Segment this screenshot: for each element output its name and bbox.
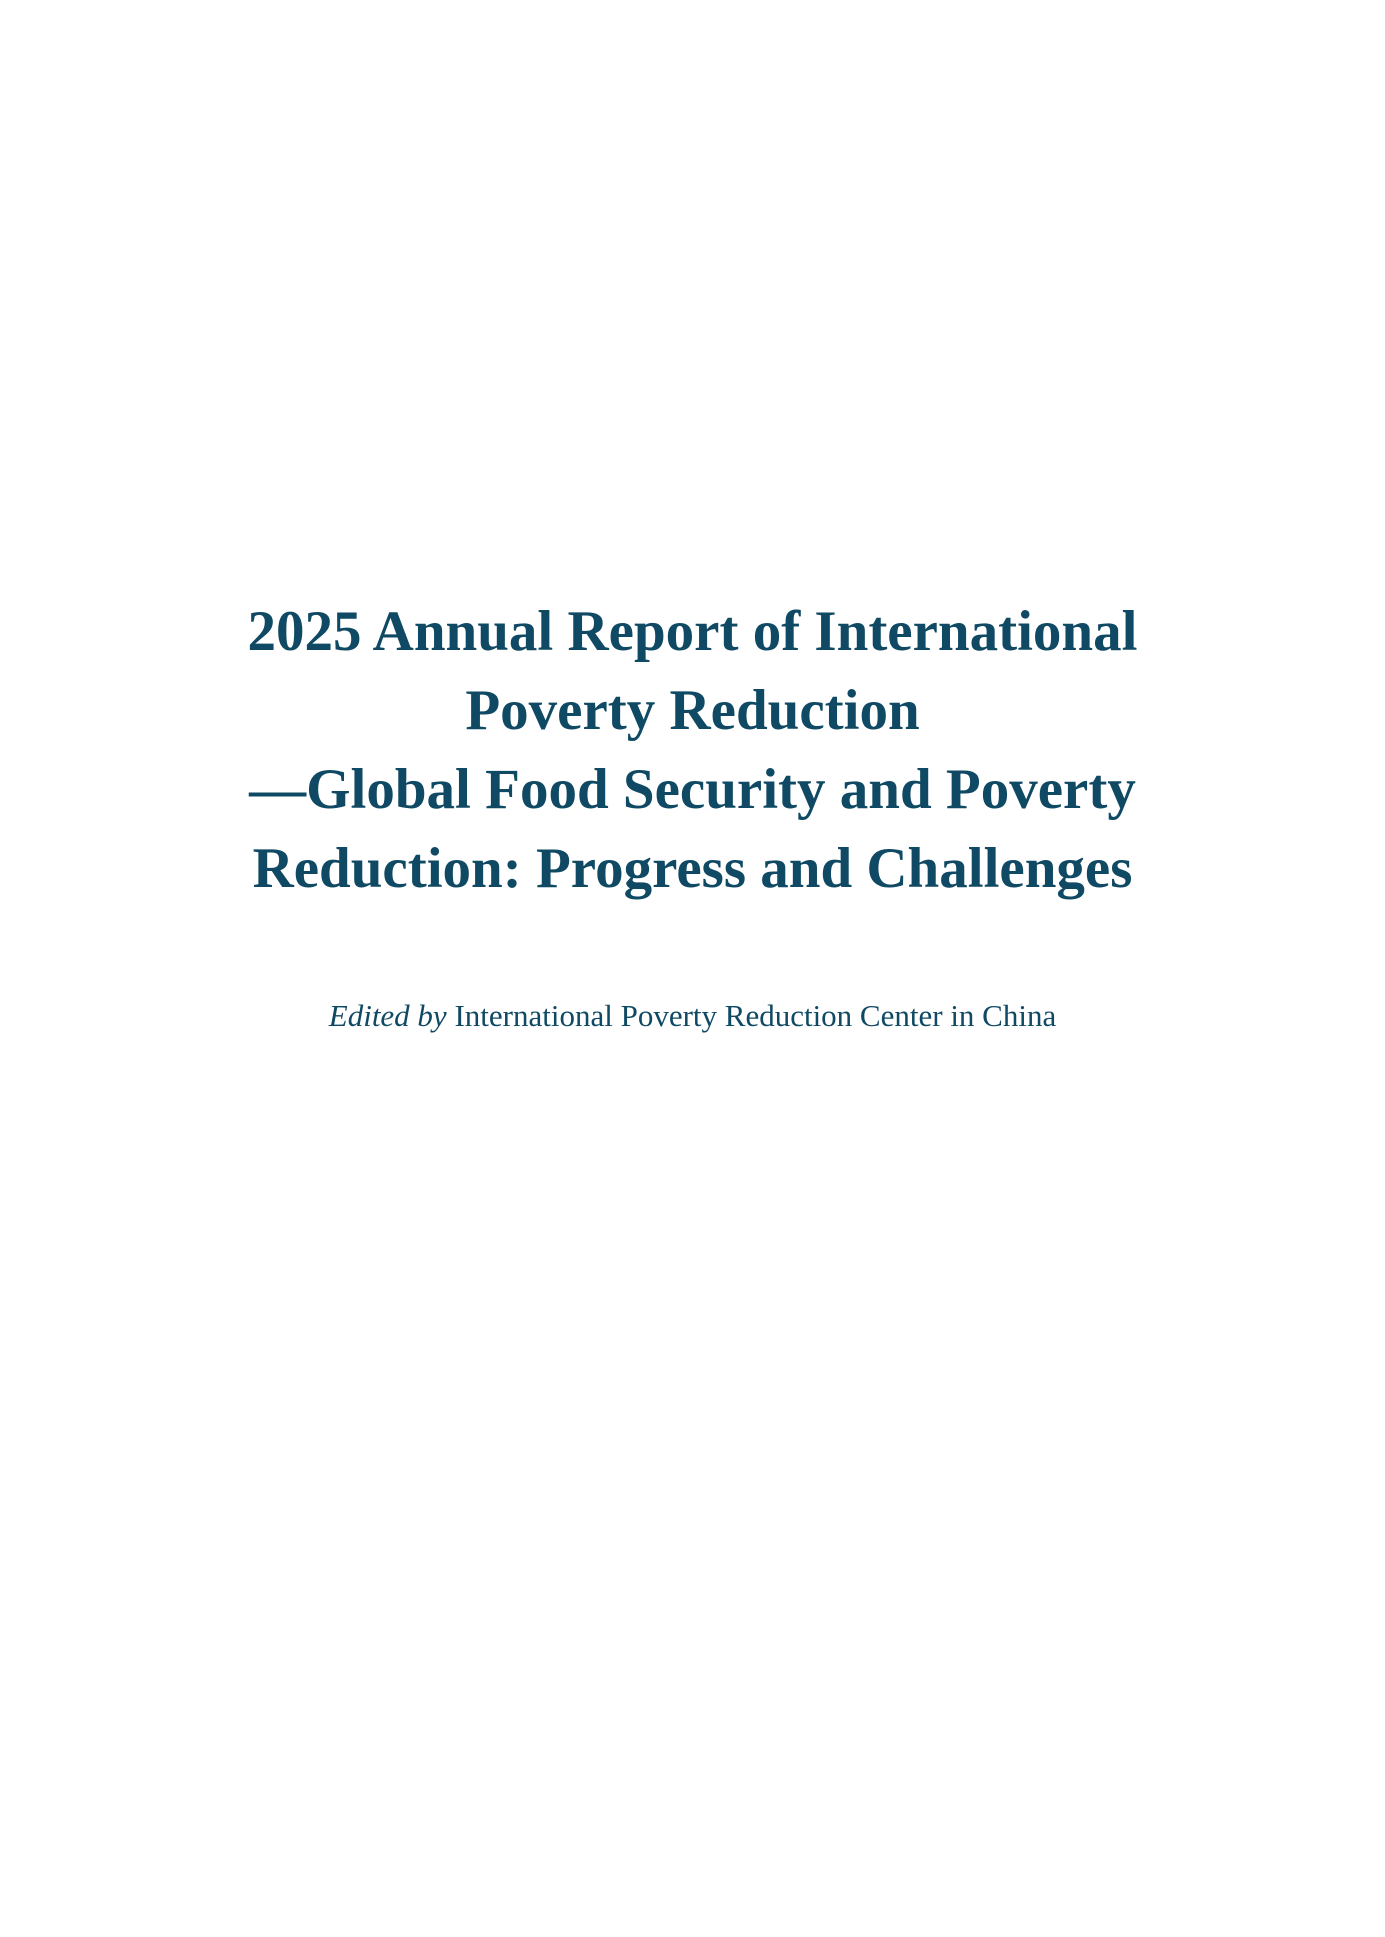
edited-by-label: Edited by [328,998,447,1033]
title-line-1: 2025 Annual Report of International [247,600,1138,663]
editor-credit [0,996,1385,1036]
subtitle-line-1: —Global Food Security and Poverty [249,758,1136,821]
title-line-2: Poverty Reduction [465,679,920,742]
editor-name: International Poverty Reduction Center in China [454,998,1057,1033]
report-title [0,592,1385,908]
subtitle-line-2: Reduction: Progress and Challenges [252,837,1133,900]
